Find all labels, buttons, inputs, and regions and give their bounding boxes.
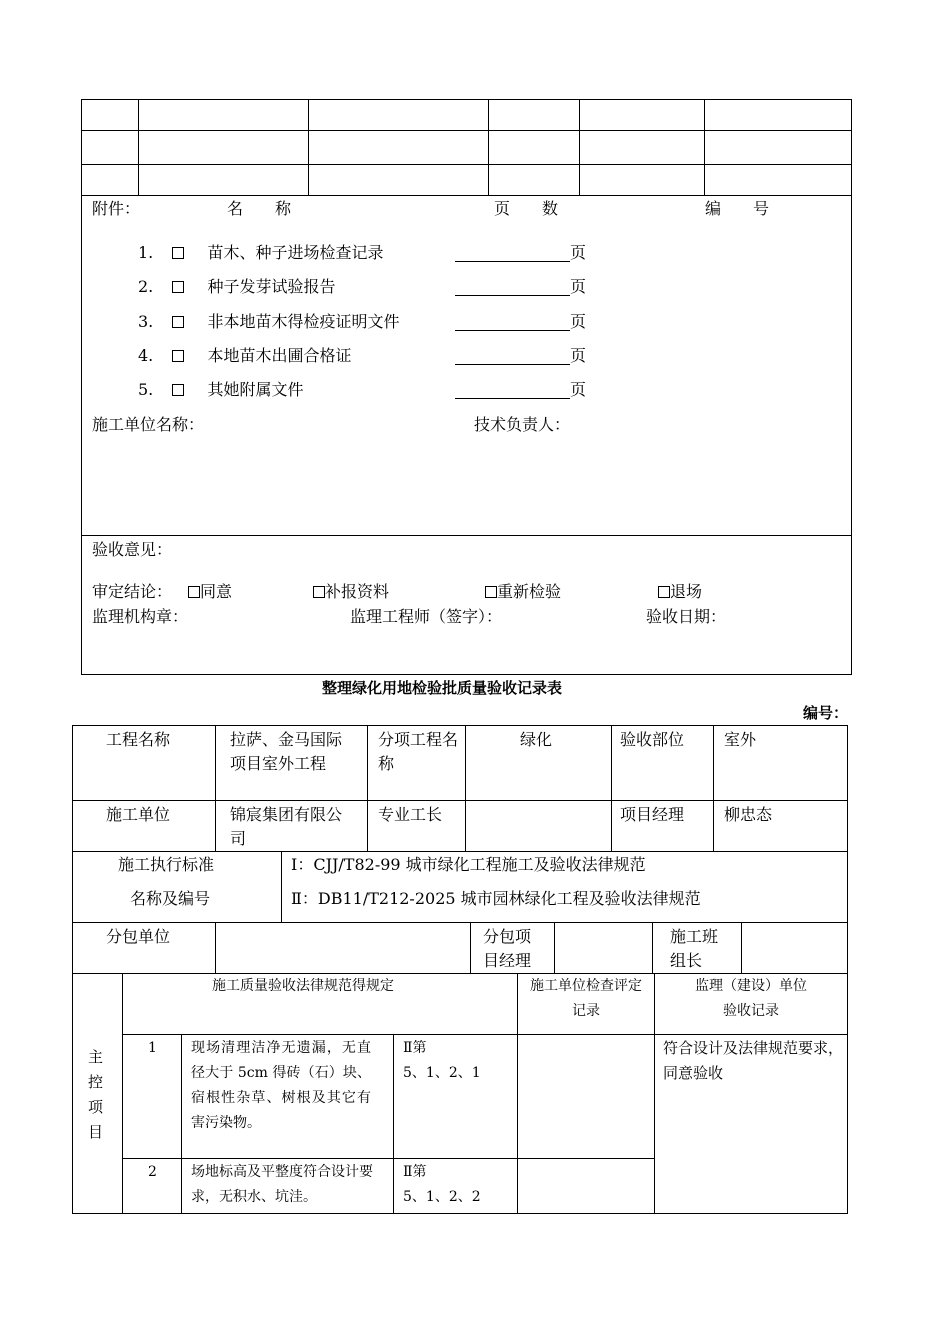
standard-1: Ⅰ：CJJ/T82-99 城市绿化工程施工及验收法律规范 bbox=[291, 855, 646, 874]
blank-line[interactable] bbox=[455, 279, 570, 296]
grid-line bbox=[81, 130, 852, 131]
standard-label-1: 施工执行标准 bbox=[118, 855, 215, 874]
divider bbox=[81, 535, 852, 536]
grid-line bbox=[138, 99, 139, 195]
grid-line bbox=[465, 725, 466, 851]
list-item bbox=[138, 312, 399, 331]
grid-line bbox=[122, 1034, 848, 1035]
grid-line bbox=[741, 922, 742, 973]
team-leader-label: 施工班组长 bbox=[670, 927, 719, 970]
grid-line bbox=[517, 973, 518, 1214]
grid-line bbox=[488, 99, 489, 195]
date-label: 验收日期： bbox=[646, 607, 727, 626]
conclusion-label: 审定结论： bbox=[92, 582, 173, 601]
grid-line bbox=[704, 99, 705, 195]
list-item bbox=[138, 277, 335, 296]
checkbox[interactable] bbox=[485, 586, 497, 598]
grid-line bbox=[72, 851, 848, 852]
grid-line bbox=[579, 99, 580, 195]
grid-line bbox=[652, 922, 653, 973]
location-label: 验收部位 bbox=[620, 730, 685, 749]
attach-label: 附件： bbox=[92, 199, 141, 218]
supervise-result: 符合设计及法律规范要求，同意验收 bbox=[663, 1039, 844, 1082]
checkbox[interactable] bbox=[172, 316, 184, 328]
row-no: 1 bbox=[148, 1040, 157, 1056]
grid-line bbox=[654, 973, 655, 1214]
sub-project-label: 分项工程名称 bbox=[378, 730, 459, 773]
pm-label: 项目经理 bbox=[620, 805, 685, 824]
builder-value: 锦宸集团有限公司 bbox=[230, 805, 343, 848]
row-desc: 现场清理洁净无遗漏，无直径大于 5cm 得砖（石）块、宿根性杂草、树根及其它有害污染物。 bbox=[191, 1040, 371, 1131]
checkbox[interactable] bbox=[172, 384, 184, 396]
item-num: 1. bbox=[138, 243, 154, 262]
grid-line bbox=[281, 851, 282, 922]
grid-line bbox=[181, 1034, 182, 1214]
attach-col-name: 名 称 bbox=[227, 199, 292, 218]
checkbox[interactable] bbox=[658, 586, 670, 598]
row-desc: 场地标高及平整度符合设计要求，无积水、坑洼。 bbox=[191, 1164, 373, 1205]
seal-label: 监理机构章： bbox=[92, 607, 189, 626]
row-ref-2: 5、1、2、2 bbox=[403, 1189, 481, 1205]
list-item-pages: 页 bbox=[455, 243, 586, 262]
item-text: 其她附属文件 bbox=[207, 380, 304, 399]
item-text: 种子发芽试验报告 bbox=[207, 277, 336, 296]
foreman-label: 专业工长 bbox=[378, 805, 443, 824]
item-text: 非本地苗木得检疫证明文件 bbox=[207, 312, 400, 331]
item-num: 5. bbox=[138, 380, 154, 399]
attach-col-pages: 页 数 bbox=[494, 199, 559, 218]
location-value: 室外 bbox=[724, 730, 757, 749]
standard-label-2: 名称及编号 bbox=[130, 889, 211, 908]
option-reinspect[interactable]: 重新检验 bbox=[485, 582, 561, 601]
grid-line bbox=[122, 973, 123, 1214]
project-name-label: 工程名称 bbox=[106, 730, 171, 749]
grid-line bbox=[72, 922, 848, 923]
grid-line bbox=[554, 922, 555, 973]
header-spec: 施工质量验收法律规范得规定 bbox=[212, 978, 394, 994]
item-text: 本地苗木出圃合格证 bbox=[207, 346, 352, 365]
checkbox[interactable] bbox=[172, 281, 184, 293]
pm-value: 柳忠态 bbox=[724, 805, 773, 824]
blank-line[interactable] bbox=[455, 314, 570, 331]
row-ref-1: Ⅱ第 bbox=[403, 1040, 427, 1056]
grid-line bbox=[470, 922, 471, 973]
list-item bbox=[138, 380, 303, 399]
list-item-pages: 页 bbox=[455, 312, 586, 331]
grid-line bbox=[81, 195, 852, 196]
checkbox[interactable] bbox=[313, 586, 325, 598]
unit-name-label: 施工单位名称： bbox=[92, 415, 205, 434]
item-num: 3. bbox=[138, 312, 154, 331]
option-agree[interactable]: 同意 bbox=[188, 582, 232, 601]
form-title: 整理绿化用地检验批质量验收记录表 bbox=[322, 679, 563, 697]
checkbox[interactable] bbox=[188, 586, 200, 598]
grid-line bbox=[215, 725, 216, 851]
checkbox[interactable] bbox=[172, 247, 184, 259]
grid-line bbox=[611, 725, 612, 851]
grid-line bbox=[72, 800, 848, 801]
builder-label: 施工单位 bbox=[106, 805, 171, 824]
option-reject[interactable]: 退场 bbox=[658, 582, 702, 601]
sub-project-value: 绿化 bbox=[520, 730, 553, 749]
grid-line bbox=[367, 725, 368, 851]
main-control-label: 主控项目 bbox=[88, 1048, 104, 1141]
list-item-pages: 页 bbox=[455, 380, 586, 399]
form-number-label: 编号： bbox=[803, 704, 849, 722]
grid-line bbox=[81, 164, 852, 165]
checkbox[interactable] bbox=[172, 350, 184, 362]
blank-line[interactable] bbox=[455, 382, 570, 399]
grid-line bbox=[713, 725, 714, 851]
row-ref-2: 5、1、2、1 bbox=[403, 1065, 481, 1081]
blank-line[interactable] bbox=[455, 245, 570, 262]
header-check: 施工单位检查评定记录 bbox=[530, 978, 642, 1019]
opinion-label: 验收意见： bbox=[92, 540, 173, 559]
option-supplement[interactable]: 补报资料 bbox=[313, 582, 389, 601]
grid-line bbox=[308, 99, 309, 195]
item-num: 4. bbox=[138, 346, 154, 365]
project-name-value: 拉萨、金马国际项目室外工程 bbox=[230, 730, 343, 773]
tech-lead-label: 技术负责人： bbox=[474, 415, 571, 434]
attach-col-no: 编 号 bbox=[705, 199, 770, 218]
list-item-pages: 页 bbox=[455, 346, 586, 365]
blank-line[interactable] bbox=[455, 348, 570, 365]
engineer-label: 监理工程师（签字）： bbox=[350, 607, 503, 626]
list-item-pages: 页 bbox=[455, 277, 586, 296]
list-item bbox=[138, 346, 351, 365]
subcontractor-label: 分包单位 bbox=[106, 927, 171, 946]
row-no: 2 bbox=[148, 1164, 157, 1180]
sub-pm-label: 分包项目经理 bbox=[483, 927, 532, 970]
standard-2: Ⅱ：DB11/T212-2025 城市园林绿化工程及验收法律规范 bbox=[291, 889, 701, 908]
header-supervise: 监理（建设）单位验收记录 bbox=[695, 978, 807, 1019]
conclusion-row bbox=[92, 582, 172, 601]
grid-line bbox=[122, 1158, 654, 1159]
item-text: 苗木、种子进场检查记录 bbox=[207, 243, 384, 262]
row-ref-1: Ⅱ第 bbox=[403, 1164, 427, 1180]
grid-line bbox=[393, 1034, 394, 1214]
item-num: 2. bbox=[138, 277, 154, 296]
list-item bbox=[138, 243, 383, 262]
grid-line bbox=[215, 922, 216, 973]
